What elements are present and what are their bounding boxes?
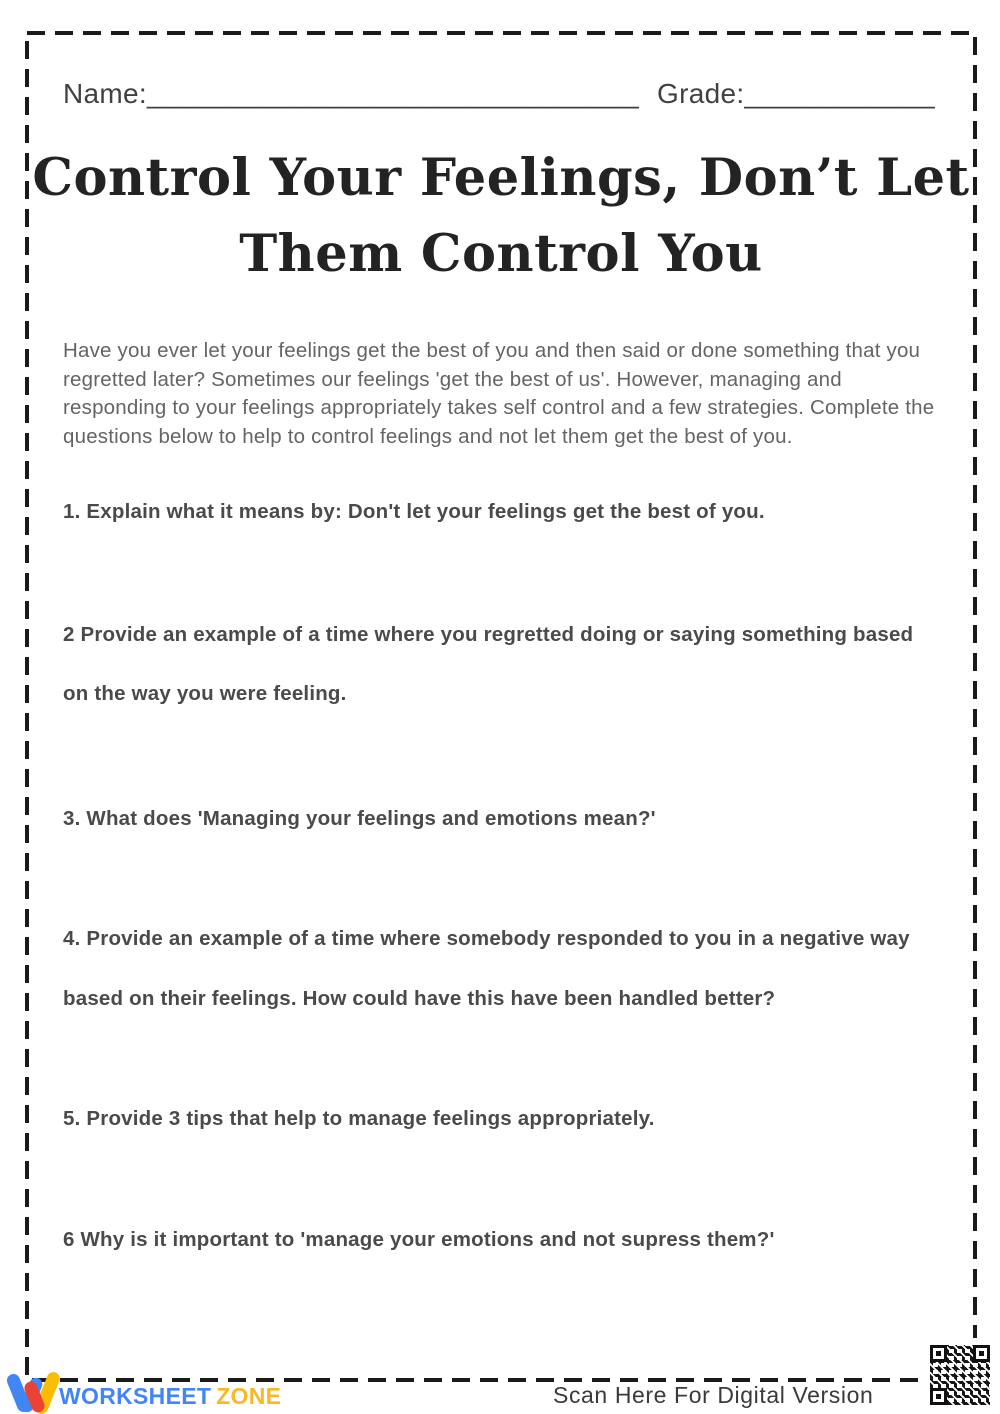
question-6: 6 Why is it important to 'manage your emotions and not supress them?' (63, 1228, 775, 1251)
brand-wordmark (59, 1383, 281, 1410)
name-grade-row (63, 78, 935, 110)
grade-blank-line: ____________ (744, 78, 935, 109)
question-1: 1. Explain what it means by: Don't let your feelings get the best of you. (63, 500, 765, 523)
question-4-line-2: based on their feelings. How could have this have been handled better? (63, 987, 776, 1010)
name-blank-line: _______________________________ (146, 78, 640, 109)
qr-finder-top-left (930, 1345, 947, 1362)
question-2-line-2: on the way you were feeling. (63, 682, 347, 705)
page-title (27, 140, 975, 292)
scan-here-label: Scan Here For Digital Version (553, 1382, 874, 1408)
worksheet-zone-logo-icon (10, 1371, 62, 1414)
question-4-line-1: 4. Provide an example of a time where somebody responded to you in a negative way (63, 927, 910, 950)
brand-worksheet-text: WORKSHEET (59, 1383, 212, 1409)
question-3: 3. What does 'Managing your feelings and emotions mean?' (63, 807, 656, 830)
question-5: 5. Provide 3 tips that help to manage feelings appropriately. (63, 1107, 655, 1130)
qr-code (923, 1338, 997, 1412)
qr-finder-top-right (973, 1345, 990, 1362)
intro-paragraph: Have you ever let your feelings get the best of you and then said or done something that you regretted later? Sometimes our feelings 'get the best of us'. However, managing and responding to your feelings appropriately takes self control and a few strategies. Complete the questions below to help to control feelings and not let them get the best of you. (63, 339, 935, 448)
brand-zone-text: ZONE (216, 1383, 282, 1409)
page-title-line-2: Them Control You (239, 224, 763, 284)
question-2-line-1: 2 Provide an example of a time where you regretted doing or saying something based (63, 623, 914, 646)
page-title-line-1: Control Your Feelings, Don’t Let (32, 148, 970, 208)
name-label: Name: (63, 78, 147, 109)
qr-finder-bottom-left (930, 1388, 947, 1405)
grade-label: Grade: (657, 78, 745, 109)
